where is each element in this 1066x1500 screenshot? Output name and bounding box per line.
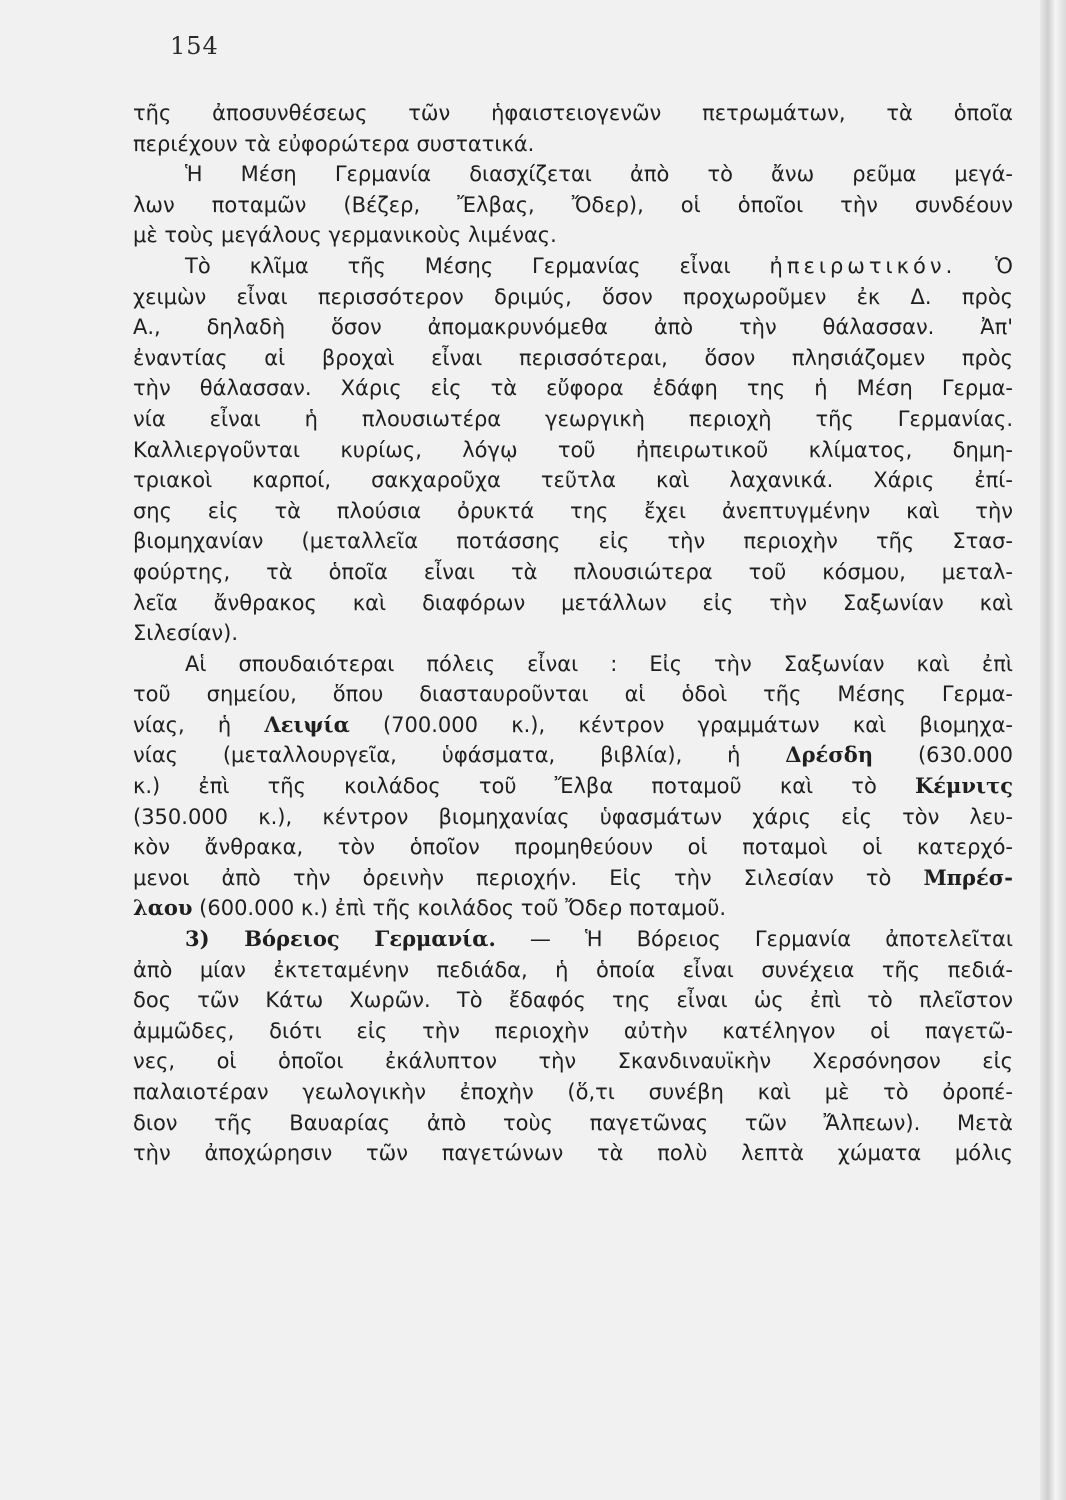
text-line: χειμὼν εἶναι περισσότερον δριμύς, ὅσον προχωροῦμεν ἐκ Δ. πρὸς xyxy=(133,284,1013,309)
text-segment: νίας, ἡ xyxy=(133,712,232,737)
text-line: τοῦ σημείου, ὅπου διασταυροῦνται αἱ ὁδοὶ τῆς Μέσης Γερμα- xyxy=(133,682,1013,707)
text-line: ἐναντίας αἱ βροχαὶ εἶναι περισσότεραι, ὅσον πλησιάζομεν πρὸς xyxy=(133,345,1013,370)
city-name-chemnitz: Κέμνιτς xyxy=(914,773,1013,799)
emphasized-term: ἠπειρωτικόν. xyxy=(769,253,957,278)
city-name-dresden: Δρέσδη xyxy=(785,742,874,768)
text-line: Καλλιεργοῦνται κυρίως, λόγῳ τοῦ ἠπειρωτικοῦ κλίματος, δημη- xyxy=(133,437,1013,462)
text-line: ἀπὸ μίαν ἐκτεταμένην πεδιάδα, ἡ ὁποία εἶναι συνέχεια τῆς πεδιά- xyxy=(133,957,1013,982)
text-line xyxy=(133,771,1013,802)
text-line: νες, οἱ ὁποῖοι ἐκάλυπτον τὴν Σκανδιναυϊκὴν Χερσόνησον εἰς xyxy=(133,1049,1013,1074)
text-line: Αἱ σπουδαιότεραι πόλεις εἶναι : Εἰς τὴν Σαξωνίαν καὶ ἐπὶ xyxy=(185,651,1013,676)
text-line: βιομηχανίαν (μεταλλεῖα ποτάσσης εἰς τὴν περιοχὴν τῆς Στασ- xyxy=(133,529,1013,554)
text-line: Α., δηλαδὴ ὅσον ἀπομακρυνόμεθα ἀπὸ τὴν θάλασσαν. Ἀπ' xyxy=(133,315,1013,340)
text-segment: (700.000 κ.), κέντρον γραμμάτων καὶ βιομηχα- xyxy=(382,712,1013,737)
text-line: τὴν θάλασσαν. Χάρις εἰς τὰ εὔφορα ἐδάφη της ἡ Μέση Γερμα- xyxy=(133,376,1013,401)
text-line xyxy=(133,740,1013,771)
text-segment: Ὁ xyxy=(995,253,1013,278)
text-line: παλαιοτέραν γεωλογικὴν ἐποχὴν (ὅ,τι συνέβη καὶ μὲ τὸ ὀροπέ- xyxy=(133,1080,1013,1104)
page-number: 154 xyxy=(170,32,219,60)
text-segment: Τὸ κλῖμα τῆς Μέσης Γερμανίας εἶναι xyxy=(185,253,731,278)
text-line xyxy=(133,251,1013,282)
text-line: φούρτης, τὰ ὁποῖα εἶναι τὰ πλουσιώτερα τοῦ κόσμου, μεταλ- xyxy=(133,559,1013,584)
text-line: σης εἰς τὰ πλούσια ὀρυκτά της ἔχει ἀνεπτυγμένην καὶ τὴν xyxy=(133,498,1013,523)
text-line xyxy=(133,710,1013,741)
text-line: διον τῆς Βαυαρίας ἀπὸ τοὺς παγετῶνας τῶν Ἄλπεων). Μετὰ xyxy=(133,1110,1013,1135)
section-heading: 3) Βόρειος Γερμανία. xyxy=(185,926,496,952)
text-segment: μενοι ἀπὸ τὴν ὀρεινὴν περιοχήν. Εἰς τὴν Σιλεσίαν τὸ xyxy=(133,865,892,890)
text-line: περιέχουν τὰ εὐφορώτερα συστατικά. xyxy=(133,131,535,156)
body-text xyxy=(133,98,1013,1169)
text-line: τριακοὶ καρποί, σακχαροῦχα τεῦτλα καὶ λαχανικά. Χάρις ἐπί- xyxy=(133,468,1013,493)
text-line: λων ποταμῶν (Βέζερ, Ἔλβας, Ὄδερ), οἱ ὁποῖοι τὴν συνδέουν xyxy=(133,192,1013,217)
page-edge xyxy=(1040,0,1066,1500)
text-line: ἀμμῶδες, διότι εἰς τὴν περιοχὴν αὐτὴν κατέληγον οἱ παγετῶ- xyxy=(133,1018,1013,1043)
text-segment: — Ἡ Βόρειος Γερμανία ἀποτελεῖται xyxy=(529,927,1013,952)
text-line: τὴν ἀποχώρησιν τῶν παγετώνων τὰ πολὺ λεπτὰ χώματα μόλις xyxy=(133,1141,1013,1166)
text-line: μὲ τοὺς μεγάλους γερμανικοὺς λιμένας. xyxy=(133,223,557,248)
text-line: λεῖα ἄνθρακος καὶ διαφόρων μετάλλων εἰς τὴν Σαξωνίαν καὶ xyxy=(133,590,1013,615)
text-line: Ἡ Μέση Γερμανία διασχίζεται ἀπὸ τὸ ἄνω ρεῦμα μεγά- xyxy=(185,162,1013,187)
city-name-breslau: Μπρέσ- xyxy=(923,864,1013,890)
text-line: κὸν ἄνθρακα, τὸν ὁποῖον προμηθεύουν οἱ ποταμοὶ οἱ κατερχό- xyxy=(133,835,1013,860)
text-segment: (600.000 κ.) ἐπὶ τῆς κοιλάδος τοῦ Ὄδερ ποταμοῦ. xyxy=(199,896,727,921)
text-line: Σιλεσίαν). xyxy=(133,621,239,646)
text-line xyxy=(133,924,1013,955)
text-segment: νίας (μεταλλουργεῖα, ὑφάσματα, βιβλία), ἡ xyxy=(133,743,741,768)
text-line: νία εἶναι ἡ πλουσιωτέρα γεωργικὴ περιοχὴ τῆς Γερμανίας. xyxy=(133,406,1013,431)
text-segment: (630.000 xyxy=(917,743,1014,768)
text-line: τῆς ἀποσυνθέσεως τῶν ἡφαιστειογενῶν πετρωμάτων, τὰ ὁποῖα xyxy=(133,101,1013,125)
city-name-leipzig: Λειψία xyxy=(264,711,350,737)
text-segment: κ.) ἐπὶ τῆς κοιλάδος τοῦ Ἔλβα ποταμοῦ καὶ τὸ xyxy=(133,774,877,799)
text-line xyxy=(133,863,1013,894)
text-line xyxy=(133,893,1013,924)
city-name-breslau-cont: λαου xyxy=(133,895,193,921)
text-line: δος τῶν Κάτω Χωρῶν. Τὸ ἔδαφός της εἶναι ὡς ἐπὶ τὸ πλεῖστον xyxy=(133,988,1013,1013)
text-line: (350.000 κ.), κέντρον βιομηχανίας ὑφασμάτων χάρις εἰς τὸν λευ- xyxy=(133,804,1013,829)
